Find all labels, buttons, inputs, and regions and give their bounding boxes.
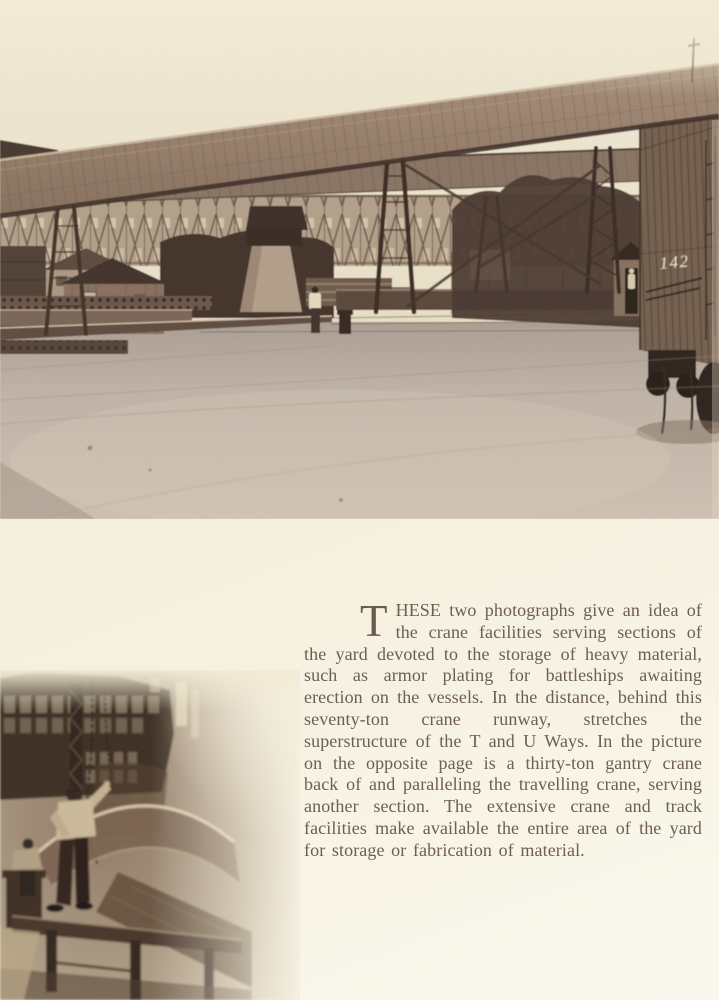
bottom-photograph-art (0, 670, 300, 1000)
dropcap-indent-spacer (304, 600, 360, 642)
sky-page-blend (0, 0, 719, 96)
top-page-blend (0, 670, 300, 710)
edge-light-strip (712, 120, 719, 519)
bottom-photograph (0, 670, 300, 1000)
boxcar-number: 142 (658, 251, 691, 273)
body-text-block (304, 596, 702, 862)
paragraph-text: HESE two photographs give an idea of the crane facilities serving sections of the yard devoted to the storage of heavy material, such as armor plating for battleships awaiting erection on the vessels. In the distance, behind this seventy-ton crane runway, stretches the superstructure of the T and U Ways. In the picture on the opposite page is a thirty-ton gantry crane back of and paralleling the travelling crane, serving another section. The extensive crane and track facilities make available the entire area of the yard for storage or fabrication of material. (304, 600, 702, 860)
drop-cap: T (360, 596, 388, 646)
